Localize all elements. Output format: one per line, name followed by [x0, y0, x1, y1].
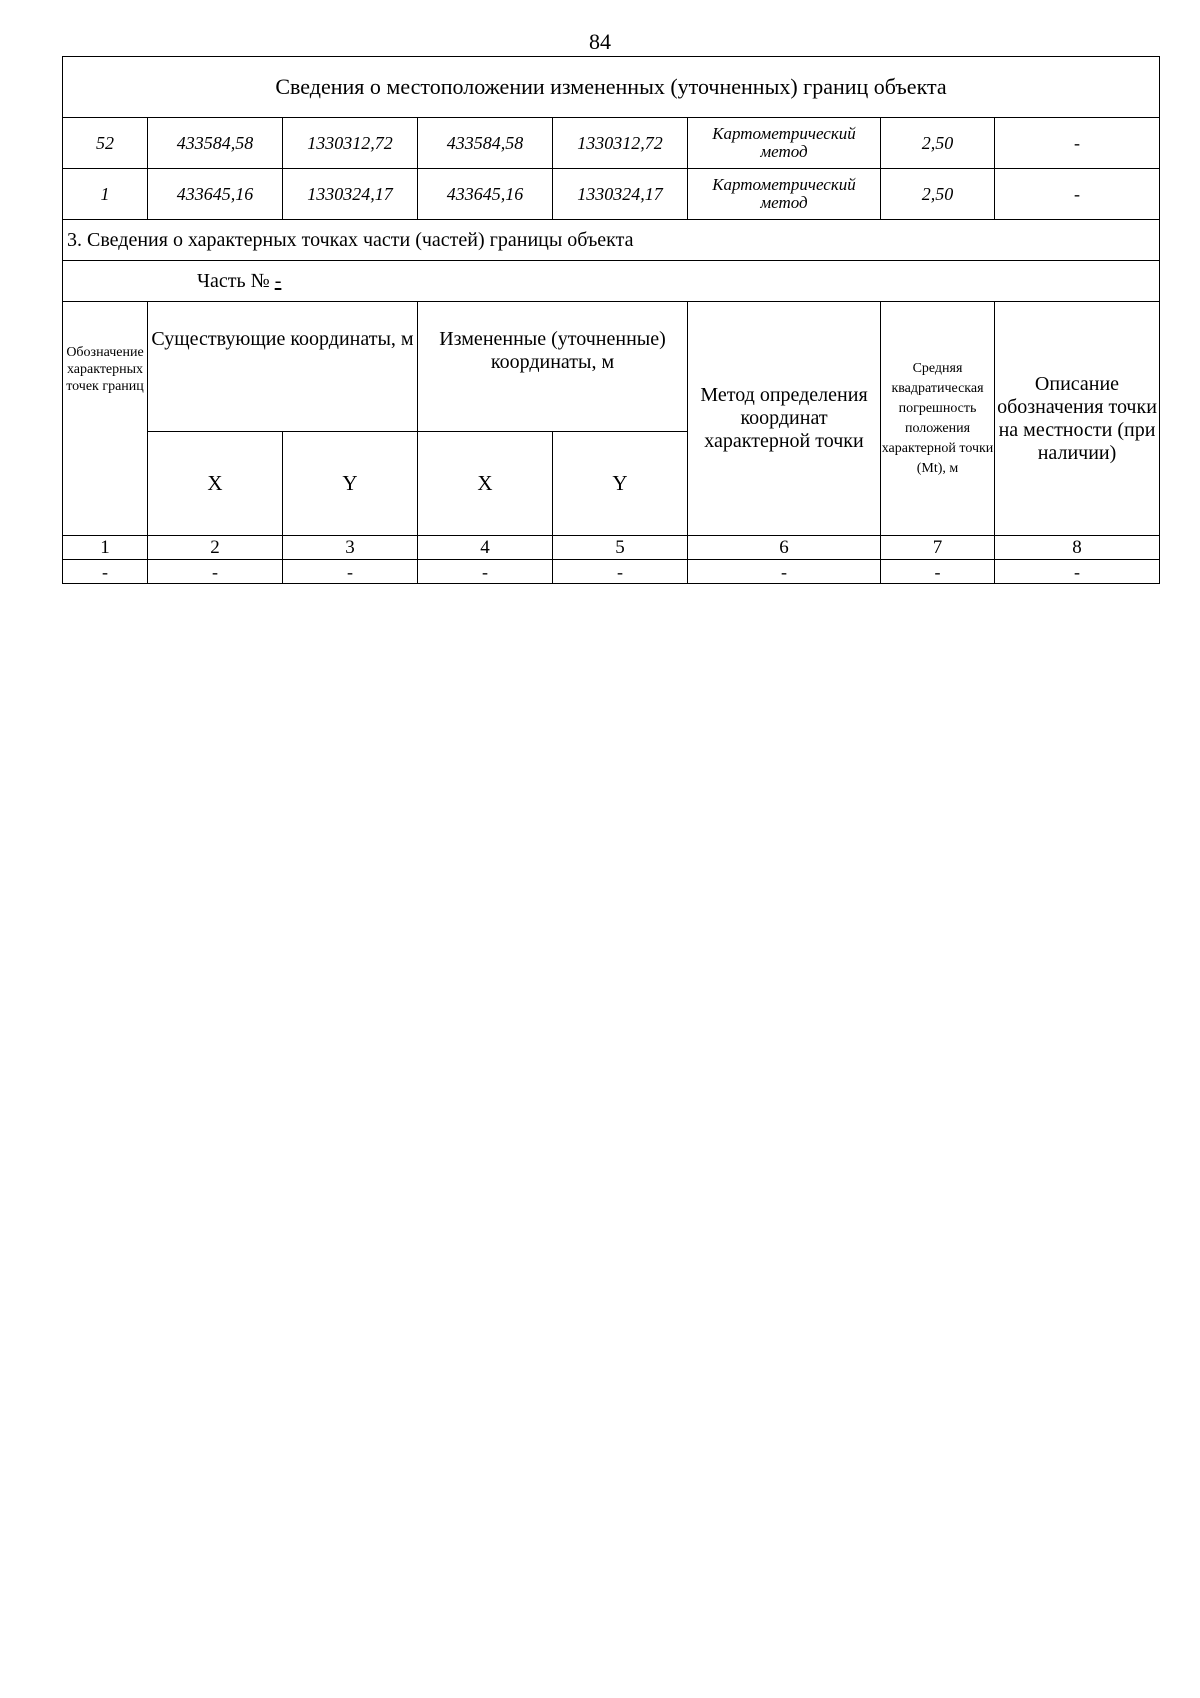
header-method: Метод определения координат характерной точки — [688, 302, 881, 536]
header-existing-coords: Существующие координаты, м — [148, 302, 418, 432]
page-number: 84 — [589, 29, 611, 54]
part-label: Часть № — [197, 269, 275, 292]
mt-value: 2,50 — [881, 118, 995, 169]
table-row — [63, 169, 1160, 220]
column-number: 3 — [283, 536, 418, 560]
section-title-row — [63, 220, 1160, 261]
empty-cell: - — [418, 560, 553, 584]
x-existing: 433584,58 — [148, 118, 283, 169]
point-number: 52 — [63, 118, 148, 169]
column-number: 8 — [995, 536, 1160, 560]
y-changed: 1330312,72 — [553, 118, 688, 169]
empty-cell: - — [881, 560, 995, 584]
table-title-row — [63, 57, 1160, 118]
empty-cell: - — [283, 560, 418, 584]
x-changed: 433584,58 — [418, 118, 553, 169]
column-number: 2 — [148, 536, 283, 560]
y-existing: 1330312,72 — [283, 118, 418, 169]
part-value: - — [274, 269, 282, 292]
header-y-changed: Y — [553, 432, 688, 536]
empty-cell: - — [688, 560, 881, 584]
boundary-table — [62, 56, 1160, 584]
column-numbers-row — [63, 536, 1160, 560]
header-point-designation: Обозначение характерных точек границ — [63, 302, 148, 536]
y-changed: 1330324,17 — [553, 169, 688, 220]
part-number — [63, 261, 1160, 302]
header-mt: Средняя квадратическая погрешность положения характерной точки (Mt), м — [881, 302, 995, 536]
column-number: 4 — [418, 536, 553, 560]
column-number: 1 — [63, 536, 148, 560]
x-existing: 433645,16 — [148, 169, 283, 220]
header-row-1 — [63, 302, 1160, 432]
empty-cell: - — [148, 560, 283, 584]
point-number: 1 — [63, 169, 148, 220]
column-number: 5 — [553, 536, 688, 560]
column-number: 6 — [688, 536, 881, 560]
header-y-existing: Y — [283, 432, 418, 536]
section-title: 3. Сведения о характерных точках части (частей) границы объекта — [63, 220, 1160, 261]
description: - — [995, 118, 1160, 169]
method: Картометрический метод — [688, 118, 881, 169]
mt-value: 2,50 — [881, 169, 995, 220]
table-row — [63, 118, 1160, 169]
empty-cell: - — [553, 560, 688, 584]
y-existing: 1330324,17 — [283, 169, 418, 220]
description: - — [995, 169, 1160, 220]
x-changed: 433645,16 — [418, 169, 553, 220]
header-x-changed: X — [418, 432, 553, 536]
column-number: 7 — [881, 536, 995, 560]
header-x-existing: X — [148, 432, 283, 536]
table-title: Сведения о местоположении измененных (уточненных) границ объекта — [63, 57, 1160, 118]
empty-cell: - — [995, 560, 1160, 584]
part-row — [63, 261, 1160, 302]
empty-cell: - — [63, 560, 148, 584]
method: Картометрический метод — [688, 169, 881, 220]
header-changed-coords: Измененные (уточненные) координаты, м — [418, 302, 688, 432]
header-description: Описание обозначения точки на местности (при наличии) — [995, 302, 1160, 536]
table-row — [63, 560, 1160, 584]
